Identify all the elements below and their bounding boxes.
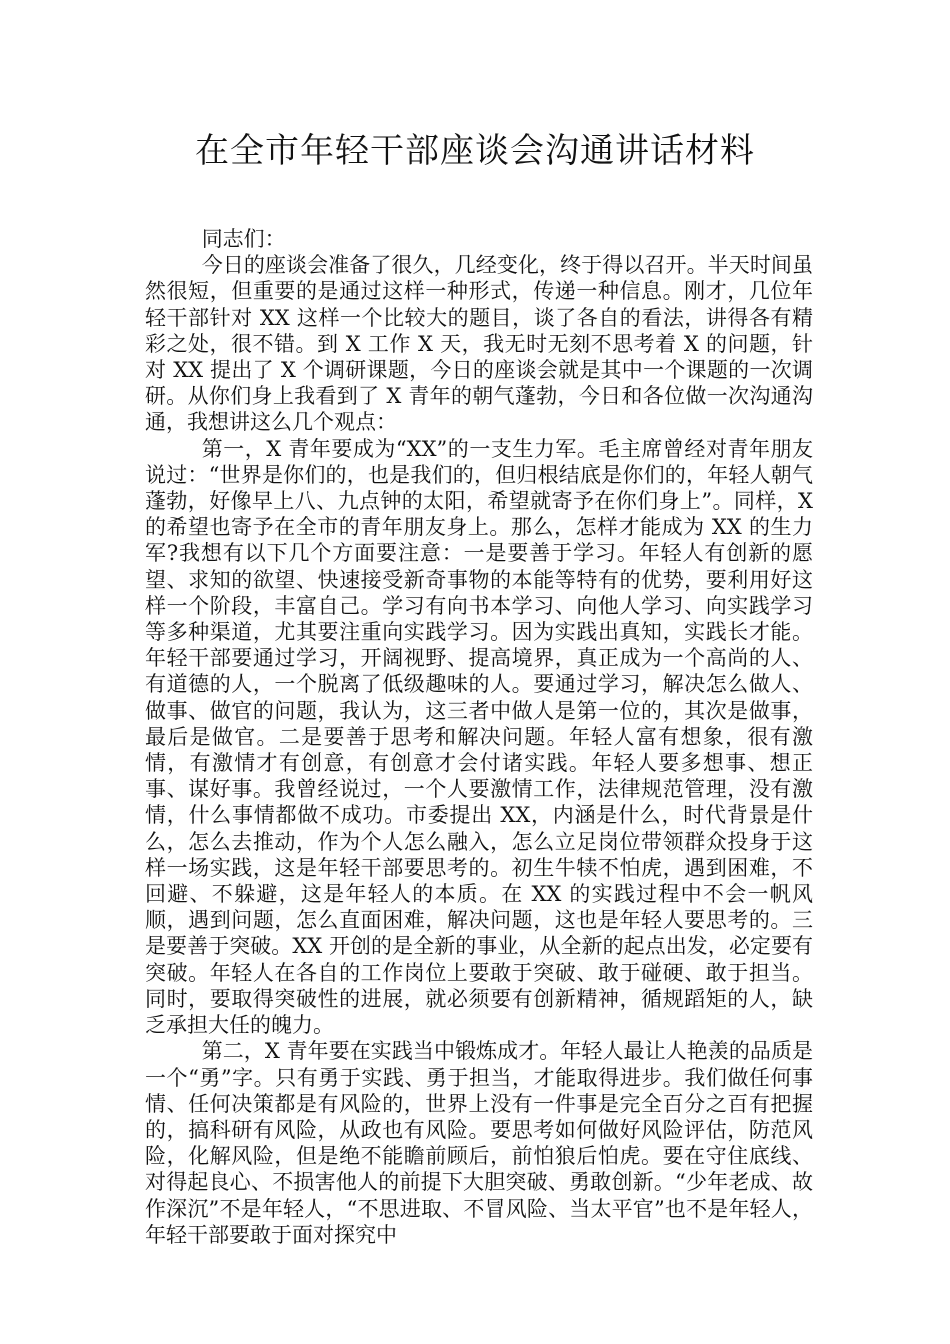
paragraph-second-point: 第二，X 青年要在实践当中锻炼成才。年轻人最让人艳羡的品质是一个“勇”字。只有勇于实践、勇于担当，才能取得进步。我们做任何事情、任何决策都是有风险的，世界上没有一件事是完全百分之百有把握的，搞科研有风险，从政也有风险。要思考如何做好风险评估，防范风险，化解风险，但是绝不能瞻前顾后，前怕狼后怕虎。要在守住底线、对得起良心、不损害他人的前提下大胆突破、勇敢创新。“少年老成、故作深沉”不是年轻人，“不思进取、不冒风险、当太平官”也不是年轻人，年轻干部要敢于面对探究中 xyxy=(145,1039,813,1247)
salutation: 同志们： xyxy=(201,227,286,251)
paragraph-intro: 今日的座谈会准备了很久，几经变化，终于得以召开。半天时间虽然很短，但重要的是通过这样一种形式，传递一种信息。刚才，几位年轻干部针对 XX 这样一个比较大的题目，谈了各自的看法，讲得各有精彩之处，很不错。到 X 工作 X 天，我无时无刻不思考着 X 的问题，针对 XX 提出了 X 个调研课题，今日的座谈会就是其中一个课题的一次调研。从你们身上我看到了 X 青年的朝气蓬勃，今日和各位做一次沟通沟通，我想讲这么几个观点： xyxy=(145,253,813,435)
paragraph-first-point: 第一，X 青年要成为“XX”的一支生力军。毛主席曾经对青年朋友说过：“世界是你们的，也是我们的，但归根结底是你们的，年轻人朝气蓬勃，好像早上八、九点钟的太阳，希望就寄予在你们身上”。同样，X 的希望也寄予在全市的青年朋友身上。那么，怎样才能成为 XX 的生力军?我想有以下几个方面要注意：一是要善于学习。年轻人有创新的愿望、求知的欲望、快速接受新奇事物的本能等特有的优势，要利用好这样一个阶段，丰富自己。学习有向书本学习、向他人学习、向实践学习等多种渠道，尤其要注重向实践学习。因为实践出真知，实践长才能。年轻干部要通过学习，开阔视野、提高境界，真正成为一个高尚的人、有道德的人，一个脱离了低级趣味的人。要通过学习，解决怎么做人、做事、做官的问题，我认为，这三者中做人是第一位的，其次是做事，最后是做官。二是要善于思考和解决问题。年轻人富有想象，很有激情，有激情才有创意，有创意才会付诸实践。年轻人要多想事、想正事、谋好事。我曾经说过，一个人要激情工作，法律规范管理，没有激情，什么事情都做不成功。市委提出 XX，内涵是什么，时代背景是什么，怎么去推动，作为个人怎么融入，怎么立足岗位带领群众投身于这样一场实践，这是年轻干部要思考的。初生牛犊不怕虎，遇到困难，不回避、不躲避，这是年轻人的本质。在 XX 的实践过程中不会一帆风顺，遇到问题，怎么直面困难，解决问题，这也是年轻人要思考的。三是要善于突破。XX 开创的是全新的事业，从全新的起点出发，必定要有突破。年轻人在各自的工作岗位上要敢于突破、敢于碰硬、敢于担当。同时，要取得突破性的进展，就必须要有创新精神，循规蹈矩的人，缺乏承担大任的魄力。 xyxy=(145,436,813,1038)
document-body xyxy=(145,226,813,1248)
document-title: 在全市年轻干部座谈会沟通讲话材料 xyxy=(195,131,755,171)
